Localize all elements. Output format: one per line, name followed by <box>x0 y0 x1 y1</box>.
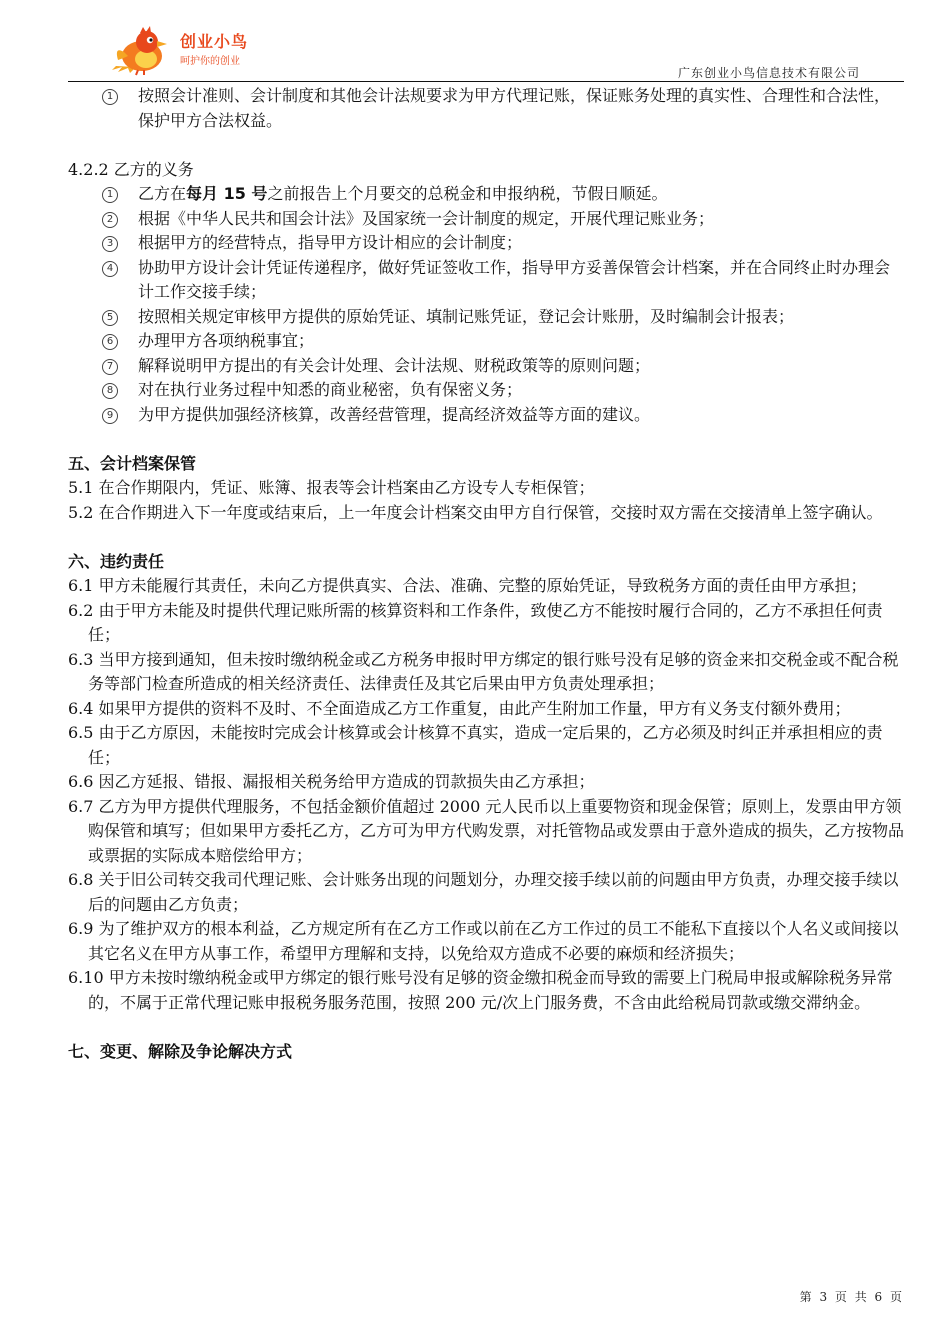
obligation-item <box>68 256 904 305</box>
section-6-heading: 六、违约责任 <box>68 551 165 571</box>
page-number: 第 3 页 共 6 页 <box>799 1290 904 1304</box>
circled-number: 2 <box>102 212 118 228</box>
list-item-text-post: 之前报告上个月要交的总税金和申报纳税，节假日顺延。 <box>267 184 668 203</box>
list-item-text: 解释说明甲方提出的有关会计处理、会计法规、财税政策等的原则问题； <box>138 355 651 375</box>
list-item-text: 协助甲方设计会计凭证传递程序，做好凭证签收工作，指导甲方妥善保管会计档案，并在合同终止时办理会计工作交接手续； <box>138 257 891 301</box>
list-item-text: 根据甲方的经营特点，指导甲方设计相应的会计制度； <box>138 233 523 252</box>
clause: 6.3 当甲方接到通知，但未按时缴纳税金或乙方税务申报时甲方绑定的银行账号没有足够的资金来扣交税金或不配合税务等部门检查所造成的相关经济责任、法律责任及其它后果由甲方负责处理承担； <box>68 649 899 693</box>
logo-slogan: 呵护你的创业 <box>180 56 240 67</box>
circled-number: 3 <box>102 236 118 252</box>
obligation-item <box>68 182 904 207</box>
obligation-item <box>68 207 904 232</box>
obligation-item <box>68 378 904 403</box>
company-logo <box>110 26 260 76</box>
bird-logo-icon <box>110 26 174 76</box>
circled-number: 8 <box>102 383 118 399</box>
circled-number: 7 <box>102 359 118 375</box>
clause: 6.8 关于旧公司转交我司代理记账、会计账务出现的问题划分，办理交接手续以前的问题由甲方负责，办理交接手续以后的问题由乙方负责； <box>68 870 899 914</box>
clause: 5.2 在合作期进入下一年度或结束后，上一年度会计档案交由甲方自行保管，交接时双方需在交接清单上签字确认。 <box>68 502 883 522</box>
intro-list-item <box>68 84 904 133</box>
list-item-text: 办理甲方各项纳税事宜； <box>138 331 315 350</box>
circled-number: 4 <box>102 261 118 277</box>
circled-number: 1 <box>102 89 118 105</box>
list-item-text-pre: 乙方在 <box>138 184 187 203</box>
clause: 6.10 甲方未按时缴纳税金或甲方绑定的银行账号没有足够的资金缴扣税金而导致的需要上门税局申报或解除税务异常的，不属于正常代理记账申报税务服务范围，按照 200 元/次上门服务费，不含由此给税局罚款或缴交滞纳金。 <box>68 968 893 1012</box>
clause: 6.6 因乙方延报、错报、漏报相关税务给甲方造成的罚款损失由乙方承担； <box>68 772 595 791</box>
circled-number: 1 <box>102 187 118 203</box>
clause: 6.2 由于甲方未能及时提供代理记账所需的核算资料和工作条件，致使乙方不能按时履行合同的，乙方不承担任何责任； <box>68 600 883 644</box>
circled-number: 5 <box>102 310 118 326</box>
clause: 6.4 如果甲方提供的资料不及时、不全面造成乙方工作重复，由此产生附加工作量，甲方有义务支付额外费用； <box>68 698 851 718</box>
clause: 6.5 由于乙方原因，未能按时完成会计核算或会计核算不真实，造成一定后果的，乙方必须及时纠正并承担相应的责任； <box>68 723 883 767</box>
list-item-text: 根据《中华人民共和国会计法》及国家统一会计制度的规定，开展代理记账业务； <box>138 208 715 228</box>
header-divider <box>68 81 904 82</box>
clause: 5.1 在合作期限内，凭证、账簿、报表等会计档案由乙方设专人专柜保管； <box>68 478 595 497</box>
page-header <box>68 18 904 82</box>
section-7-heading: 七、变更、解除及争论解决方式 <box>68 1041 293 1061</box>
clause: 6.9 为了维护双方的根本利益，乙方规定所有在乙方工作或以前在乙方工作过的员工不能私下直接以个人名义或间接以其它名义在甲方从事工作，希望甲方理解和支持，以免给双方造成不必要的麻烦和经济损失； <box>68 919 899 963</box>
obligation-item <box>68 305 904 330</box>
obligation-item <box>68 403 904 428</box>
deadline-emphasis: 每月 15 号 <box>186 184 268 203</box>
list-item-text: 为甲方提供加强经济核算，改善经营管理，提高经济效益等方面的建议。 <box>138 404 651 424</box>
clause: 6.7 乙方为甲方提供代理服务，不包括金额价值超过 2000 元人民币以上重要物资和现金保管；原则上，发票由甲方领购保管和填写；但如果甲方委托乙方，乙方可为甲方代购发票，对托管物品或发票由于意外造成的损失，乙方按物品或票据的实际成本赔偿给甲方； <box>68 796 905 865</box>
document-body <box>68 84 904 1064</box>
section-4-2-2-title: 4.2.2 乙方的义务 <box>68 159 194 179</box>
company-name: 广东创业小鸟信息技术有限公司 <box>677 66 860 80</box>
circled-number: 6 <box>102 334 118 350</box>
list-item-text: 按照会计准则、会计制度和其他会计法规要求为甲方代理记账，保证账务处理的真实性、合理性和合法性，保护甲方合法权益。 <box>138 86 891 130</box>
circled-number: 9 <box>102 408 118 424</box>
obligation-item <box>68 329 904 354</box>
obligation-item <box>68 231 904 256</box>
section-5-heading: 五、会计档案保管 <box>68 453 197 473</box>
obligation-item <box>68 354 904 379</box>
list-item-text: 对在执行业务过程中知悉的商业秘密，负有保密义务； <box>138 380 523 399</box>
list-item-text: 按照相关规定审核甲方提供的原始凭证、填制记账凭证，登记会计账册，及时编制会计报表； <box>138 306 795 326</box>
logo-name: 创业小鸟 <box>180 32 249 51</box>
clause: 6.1 甲方未能履行其责任，未向乙方提供真实、合法、准确、完整的原始凭证，导致税务方面的责任由甲方承担； <box>68 576 867 595</box>
